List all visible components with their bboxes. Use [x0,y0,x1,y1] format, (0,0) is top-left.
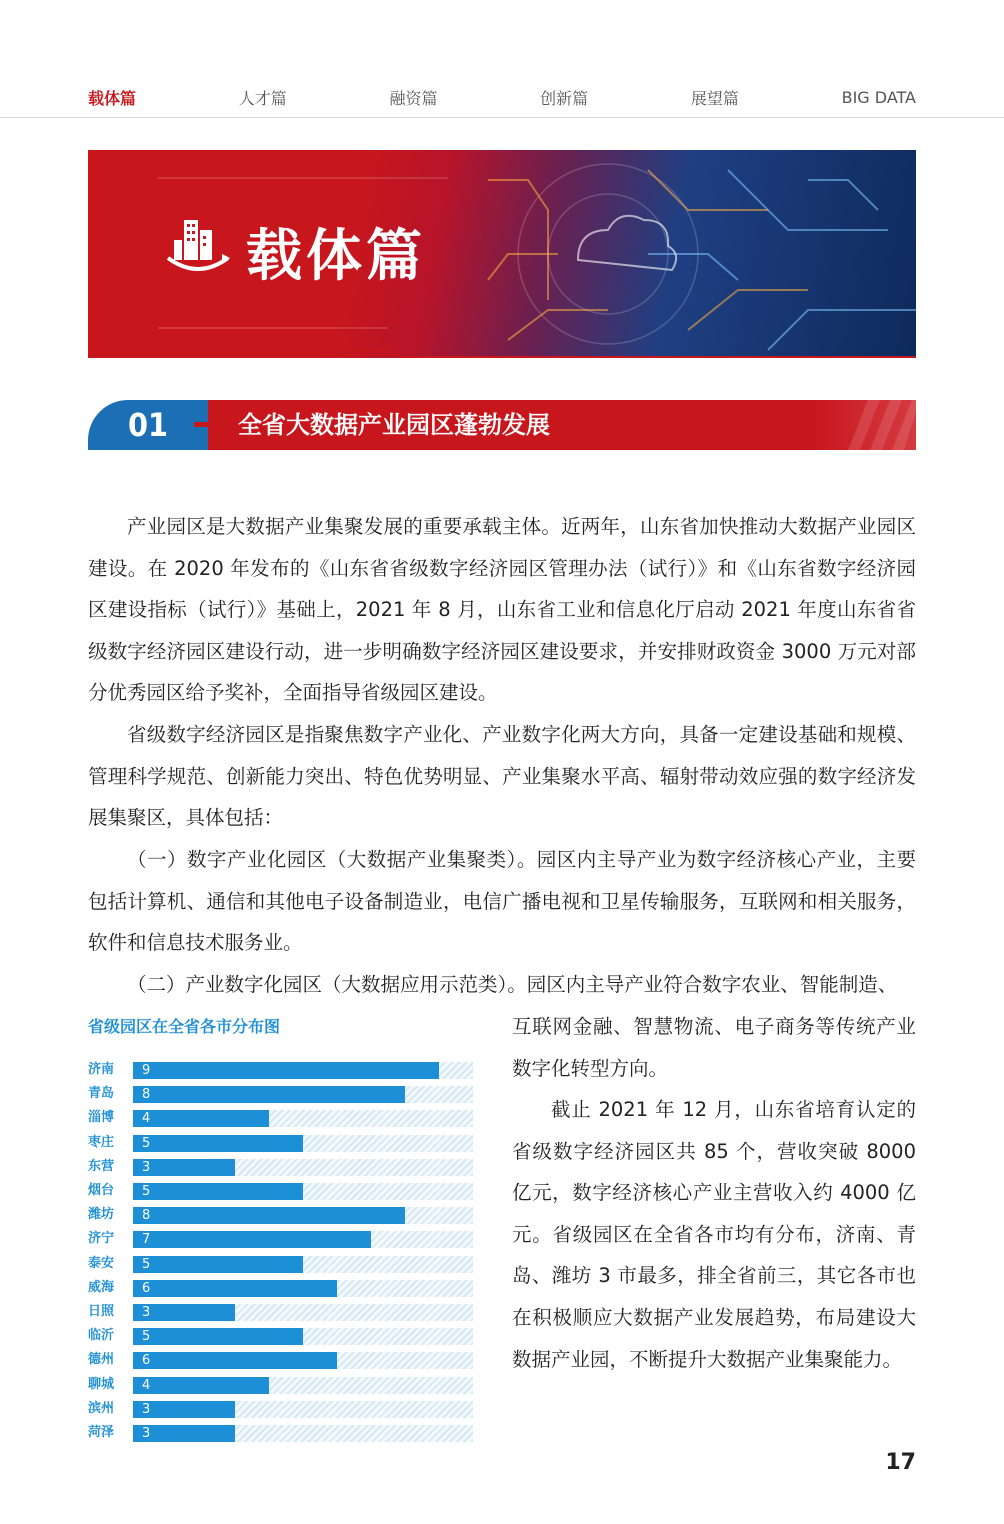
chart-row [88,1108,473,1128]
top-nav [88,84,916,110]
paragraph-4-continued: 互联网金融、智慧物流、电子商务等传统产业数字化转型方向。 [512,1015,916,1080]
chart-category-label: 济宁 [88,1231,115,1247]
chart-value-label: 6 [142,1353,151,1369]
paragraph-5: 截止 2021 年 12 月，山东省培育认定的省级数字经济园区共 85 个，营收突破 8000 亿元，数字经济核心产业主营收入约 4000 亿元。省级园区在全省各市均有分布，济南、青岛、潍坊 3 市最多，排全省前三，其它各市也在积极顺应大数据产业发展趋势，布局建设大数据产业园，不断提升大数据产业集聚能力。 [512,1098,916,1371]
chart-category-label: 聊城 [88,1376,115,1392]
nav-item-financing[interactable]: 融资篇 [389,88,438,108]
chart-category-label: 滨州 [88,1400,115,1416]
chart-row [88,1350,473,1370]
chart-category-label: 青岛 [88,1086,115,1102]
chart-category-label: 德州 [88,1352,115,1368]
chart-row [88,1060,473,1080]
chart-row [88,1423,473,1443]
chart-category-label: 日照 [88,1304,115,1319]
section-number: 01 [88,400,208,450]
chart-bar [133,1110,269,1127]
chart-category-label: 潍坊 [88,1207,115,1223]
chart-value-label: 3 [142,1426,151,1441]
chart-value-label: 3 [142,1401,151,1417]
chart-bar [133,1207,405,1224]
chart-value-label: 3 [142,1159,151,1175]
chart-row [88,1157,473,1177]
nav-item-outlook[interactable]: 展望篇 [690,88,739,108]
chart-bar [133,1183,303,1200]
nav-item-big-data[interactable]: BIG DATA [841,87,916,107]
chart-row [88,1375,473,1395]
chart-row [88,1399,473,1419]
chart-value-label: 9 [142,1063,151,1078]
chart-row [88,1229,473,1249]
chart-row [88,1278,473,1298]
nav-item-innovation[interactable]: 创新篇 [540,88,589,108]
chart-category-label: 济南 [88,1062,115,1077]
paragraph-1: 产业园区是大数据产业集聚发展的重要承载主体。近两年，山东省加快推动大数据产业园区建设。在 2020 年发布的《山东省省级数字经济园区管理办法（试行）》和《山东省数字经济园区建设指标（试行）》基础上，2021 年 8 月，山东省工业和信息化厅启动 2021 年度山东省省级数字经济园区建设行动，进一步明确数字经济园区建设要求，并安排财政资金 3000 万元对部分优秀园区给予奖补，全面指导省级园区建设。 [88,515,916,705]
section-header [88,400,916,450]
chart-category-label: 威海 [88,1279,115,1295]
chart-category-label: 临沂 [88,1328,115,1344]
chart-value-label: 7 [142,1232,151,1248]
chart-bar [133,1352,337,1369]
paragraph-2: 省级数字经济园区是指聚焦数字产业化、产业数字化两大方向，具备一定建设基础和规模、管理科学规范、创新能力突出、特色优势明显、产业集聚水平高、辐射带动效应强的数字经济发展集聚区，具体包括： [88,723,916,830]
chart-bar [133,1086,405,1103]
chart-category-label: 枣庄 [88,1134,115,1150]
chart-row [88,1205,473,1225]
chart-value-label: 3 [142,1305,151,1320]
chart-row [88,1254,473,1274]
chart-row [88,1181,473,1201]
section-title: 全省大数据产业园区蓬勃发展 [238,411,550,439]
chapter-title: 载体篇 [246,224,426,289]
chart-value-label: 6 [142,1280,151,1296]
nav-item-carrier[interactable]: 载体篇 [88,88,137,108]
chart-value-label: 4 [142,1111,151,1127]
section-dash [194,422,216,427]
chart-value-label: 4 [142,1377,151,1393]
chart-value-label: 5 [142,1184,151,1199]
chart-bar [133,1231,371,1248]
chart-bar [133,1377,269,1394]
page-number: 17 [885,1450,916,1475]
chart-category-label: 泰安 [88,1255,115,1271]
chart-bar [133,1256,303,1273]
nav-divider [0,117,1004,118]
chart-value-label: 8 [142,1208,151,1224]
chart-row [88,1326,473,1346]
chart-category-label: 东营 [88,1158,115,1174]
chart-category-label: 菏泽 [88,1425,115,1440]
chart-value-label: 5 [142,1256,151,1272]
chart-category-label: 烟台 [88,1183,115,1198]
chart-value-label: 8 [142,1087,151,1103]
chart-row [88,1084,473,1104]
chart-bar [133,1280,337,1297]
chart-row [88,1302,473,1322]
chart-category-label: 淄博 [88,1110,115,1126]
chapter-banner [88,150,916,358]
chart-row [88,1133,473,1153]
chart-bar [133,1062,439,1079]
chart-bar [133,1135,303,1152]
city-distribution-chart [88,1060,473,1450]
chart-value-label: 5 [142,1135,151,1151]
chart-value-label: 5 [142,1329,151,1345]
building-icon [164,214,232,280]
chart-bar [133,1328,303,1345]
paragraph-3: （一）数字产业化园区（大数据产业集聚类）。园区内主导产业为数字经济核心产业，主要包括计算机、通信和其他电子设备制造业，电信广播电视和卫星传输服务，互联网和相关服务，软件和信息技术服务业。 [88,848,916,955]
chart-title: 省级园区在全省各市分布图 [88,1017,281,1036]
banner-underline [88,350,916,358]
paragraph-4: （二）产业数字化园区（大数据应用示范类）。园区内主导产业符合数字农业、智能制造、 [127,973,898,996]
nav-item-talent[interactable]: 人才篇 [238,88,287,108]
